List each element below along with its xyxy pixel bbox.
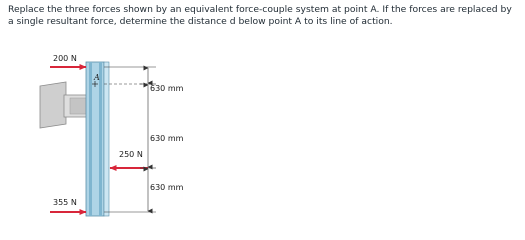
dimension-label-2: 630 mm <box>150 134 184 143</box>
dimension-label-3: 630 mm <box>150 183 184 192</box>
point-a-label: A <box>94 73 100 82</box>
dimension-line <box>104 67 156 212</box>
force-200-label: 200 N <box>53 54 77 63</box>
problem-statement: Replace the three forces shown by an equivalent force-couple system at point A. If the forces are replaced by a single resultant force, determine the distance d below point A to its line of action. <box>8 4 512 27</box>
wall-bracket <box>40 82 88 128</box>
dimension-label-1: 630 mm <box>150 84 184 93</box>
force-355-label: 355 N <box>53 198 77 207</box>
force-250-label: 250 N <box>119 150 143 159</box>
column-member <box>86 62 109 216</box>
